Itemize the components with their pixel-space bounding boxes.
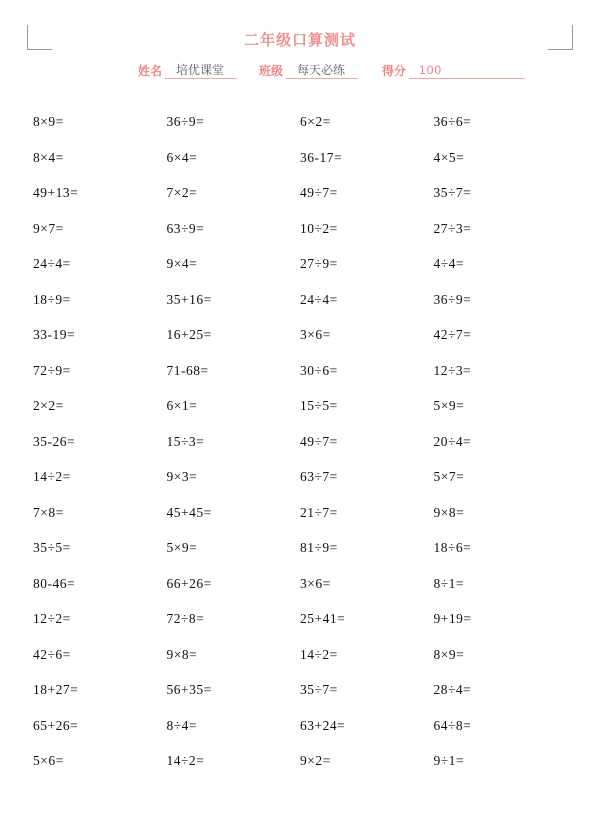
problem-cell[interactable]: 45+45= [166, 504, 212, 520]
problem-cell[interactable]: 56+35= [166, 682, 212, 697]
problem-cell[interactable]: 28÷4= [433, 682, 472, 697]
problem-cell[interactable]: 8×9= [433, 646, 465, 662]
problem-cell[interactable]: 6×1= [166, 398, 198, 413]
problem-cell[interactable]: 18+27= [33, 682, 79, 697]
problem-cell[interactable]: 30÷6= [300, 362, 338, 378]
problem-cell[interactable]: 12÷3= [433, 362, 472, 378]
problem-cell[interactable]: 33-19= [33, 327, 76, 342]
problem-cell[interactable]: 72÷9= [33, 362, 71, 378]
problem-cell[interactable]: 14÷2= [33, 469, 71, 484]
problem-cell[interactable]: 27÷3= [433, 220, 472, 236]
problem-cell[interactable]: 18÷9= [33, 291, 71, 307]
name-input[interactable]: 培优课堂 [165, 63, 237, 79]
problem-cell[interactable]: 3×6= [300, 327, 331, 342]
problem-cell[interactable]: 8×9= [33, 114, 64, 129]
problem-cell[interactable]: 9×4= [166, 256, 198, 271]
problem-cell[interactable]: 49+13= [33, 185, 79, 200]
problem-cell[interactable]: 35+16= [166, 291, 212, 307]
problem-cell[interactable]: 36-17= [300, 149, 343, 165]
problem-cell[interactable]: 35÷5= [33, 540, 71, 555]
class-field[interactable] [259, 62, 358, 79]
problem-cell[interactable]: 20÷4= [433, 433, 472, 449]
problem-cell[interactable]: 35-26= [33, 433, 76, 449]
problem-cell[interactable]: 3×6= [300, 575, 331, 591]
problem-cell[interactable]: 42÷6= [33, 646, 71, 662]
problem-cell[interactable]: 42÷7= [433, 327, 472, 342]
problem-cell[interactable]: 25+41= [300, 611, 346, 626]
problem-cell[interactable]: 81÷9= [300, 540, 338, 555]
problem-cell[interactable]: 7×2= [166, 185, 198, 200]
class-input[interactable]: 每天必练 [286, 63, 358, 79]
problem-cell[interactable]: 36÷6= [433, 114, 472, 129]
problem-cell[interactable]: 7×8= [33, 504, 64, 520]
problem-cell[interactable]: 12÷2= [33, 611, 71, 626]
problem-cell[interactable]: 16+25= [166, 327, 212, 342]
problem-cell[interactable]: 9×8= [166, 646, 198, 662]
problem-cell[interactable]: 4×5= [433, 149, 465, 165]
problem-cell[interactable]: 5×6= [33, 753, 64, 768]
problem-cell[interactable]: 2×2= [33, 398, 64, 413]
problem-cell[interactable]: 66+26= [166, 575, 212, 591]
problems-grid [33, 104, 567, 779]
problem-cell[interactable]: 9+19= [433, 611, 472, 626]
problem-cell[interactable]: 63÷9= [166, 220, 205, 236]
problem-cell[interactable]: 9×7= [33, 220, 64, 236]
problem-cell[interactable]: 5×7= [433, 469, 465, 484]
problem-cell[interactable]: 6×4= [166, 149, 198, 165]
problem-cell[interactable]: 24÷4= [33, 256, 71, 271]
problem-cell[interactable]: 9×2= [300, 753, 331, 768]
problem-cell[interactable]: 64÷8= [433, 717, 472, 733]
problem-cell[interactable]: 15÷3= [166, 433, 205, 449]
problem-cell[interactable]: 72÷8= [166, 611, 205, 626]
problem-cell[interactable]: 21÷7= [300, 504, 338, 520]
problem-cell[interactable]: 9×8= [433, 504, 465, 520]
problem-cell[interactable]: 9×3= [166, 469, 198, 484]
student-info-row [138, 62, 548, 79]
problem-cell[interactable]: 8÷4= [166, 717, 198, 733]
score-label: 得分 [382, 64, 407, 78]
problem-cell[interactable]: 8×4= [33, 149, 64, 165]
problem-cell[interactable]: 35÷7= [433, 185, 472, 200]
problem-cell[interactable]: 18÷6= [433, 540, 472, 555]
problem-cell[interactable]: 8÷1= [433, 575, 465, 591]
problem-cell[interactable]: 27÷9= [300, 256, 338, 271]
score-input[interactable]: 100 [409, 63, 525, 79]
problem-cell[interactable]: 71-68= [166, 362, 209, 378]
problem-cell[interactable]: 65+26= [33, 717, 79, 733]
problem-cell[interactable]: 49÷7= [300, 433, 338, 449]
problem-cell[interactable]: 14÷2= [300, 646, 338, 662]
problem-cell[interactable]: 9÷1= [433, 753, 465, 768]
problem-cell[interactable]: 36÷9= [433, 291, 472, 307]
problem-cell[interactable]: 15÷5= [300, 398, 338, 413]
problem-cell[interactable]: 6×2= [300, 114, 331, 129]
problem-cell[interactable]: 63+24= [300, 717, 346, 733]
problem-cell[interactable]: 24÷4= [300, 291, 338, 307]
problem-cell[interactable]: 4÷4= [433, 256, 465, 271]
problem-cell[interactable]: 5×9= [166, 540, 198, 555]
problem-cell[interactable]: 10÷2= [300, 220, 338, 236]
problem-cell[interactable]: 14÷2= [166, 753, 205, 768]
problem-cell[interactable]: 63÷7= [300, 469, 338, 484]
page-title: 二年级口算测试 [243, 32, 356, 49]
name-field[interactable] [138, 62, 237, 79]
name-label: 姓名 [138, 64, 163, 78]
problem-cell[interactable]: 35÷7= [300, 682, 338, 697]
problem-cell[interactable]: 80-46= [33, 575, 76, 591]
class-label: 班级 [259, 64, 284, 78]
problem-cell[interactable]: 36÷9= [166, 114, 205, 129]
problem-cell[interactable]: 5×9= [433, 398, 465, 413]
score-field[interactable] [382, 62, 525, 79]
problem-cell[interactable]: 49÷7= [300, 185, 338, 200]
